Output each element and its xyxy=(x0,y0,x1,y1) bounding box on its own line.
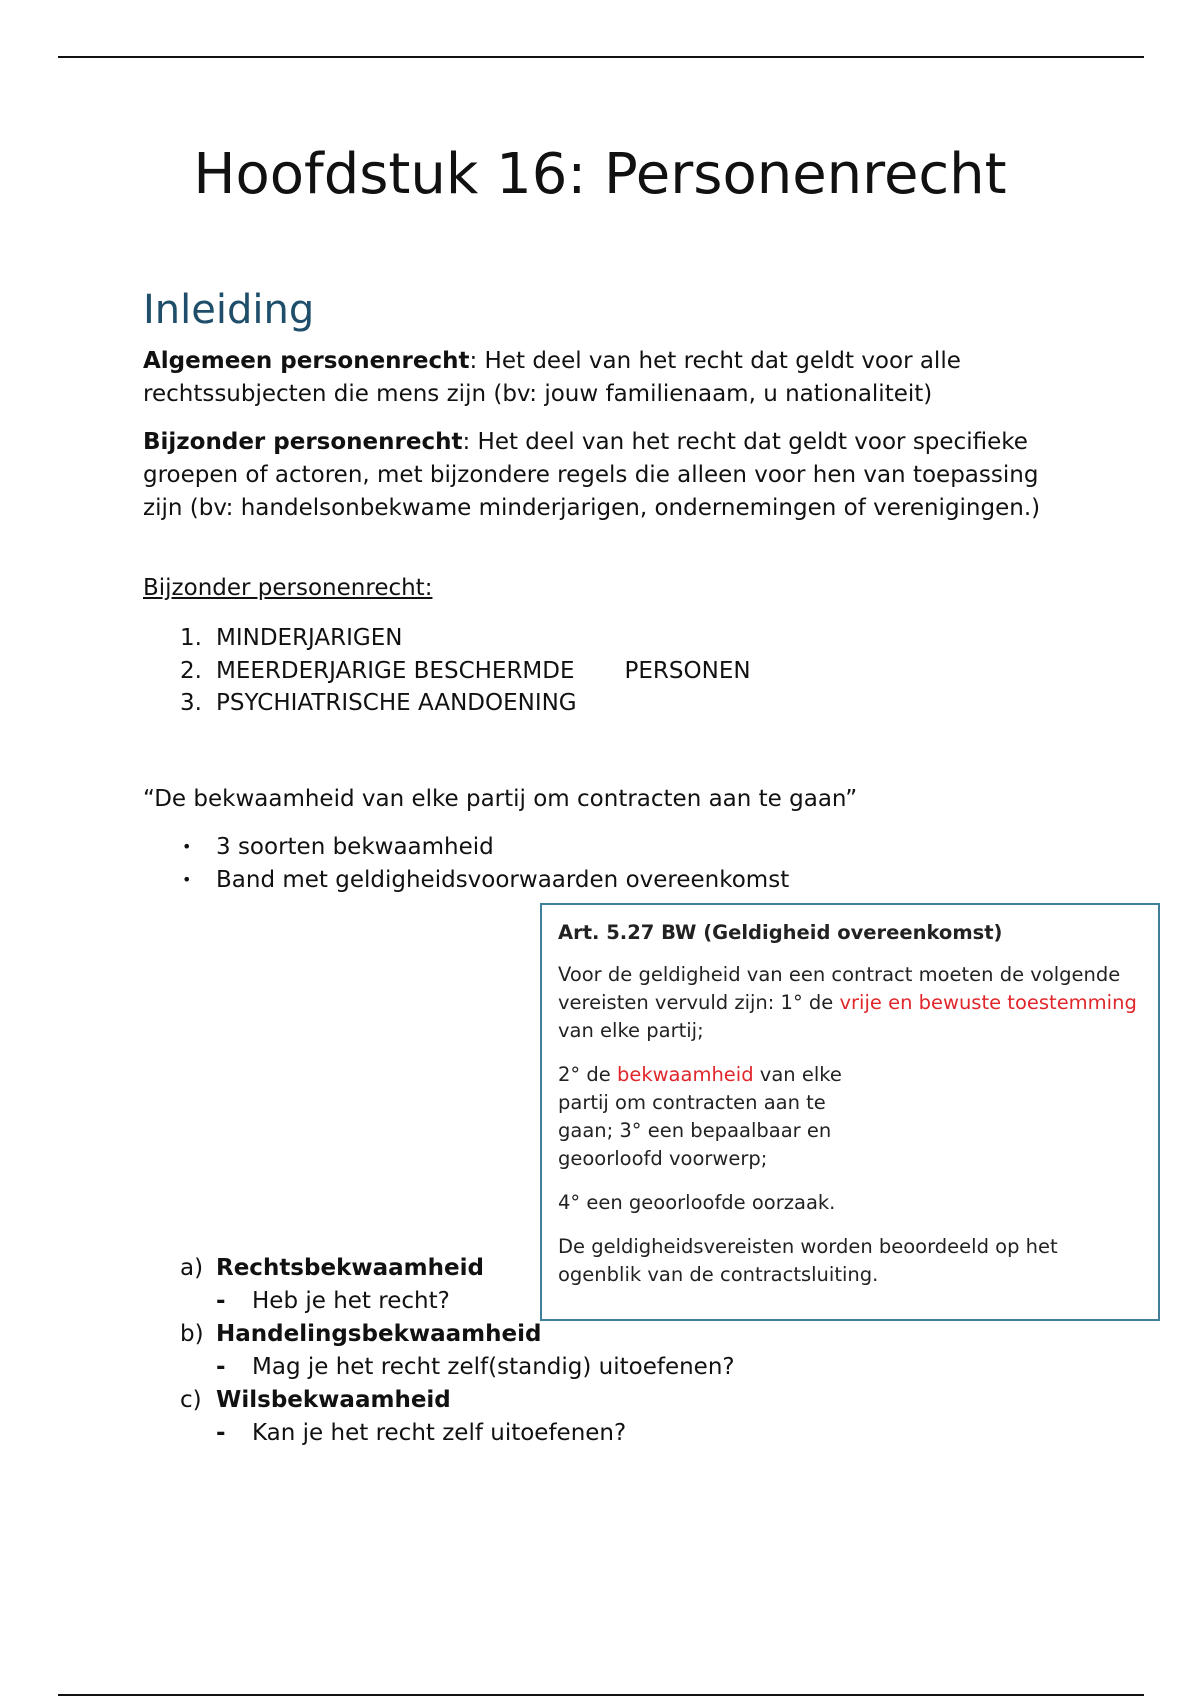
list-number: 3. xyxy=(180,690,202,716)
highlight-text: vrije en bewuste toestemming xyxy=(839,991,1137,1014)
list-item xyxy=(180,655,751,688)
article-paragraph: De geldigheidsvereisten worden beoordeeld op het ogenblik van de contractsluiting. xyxy=(558,1235,1058,1286)
capacity-list xyxy=(180,1252,735,1450)
dash-icon: - xyxy=(216,1288,226,1314)
list-heading: Bijzonder personenrecht: xyxy=(143,575,433,601)
capacity-question xyxy=(216,1351,735,1384)
question-text: Kan je het recht zelf uitoefenen? xyxy=(252,1420,627,1446)
article-text: 2° de xyxy=(558,1063,617,1086)
paragraph-algemeen xyxy=(143,345,1073,411)
question-text: Heb je het recht? xyxy=(252,1288,450,1314)
ordered-list xyxy=(180,622,751,720)
dash-icon: - xyxy=(216,1420,226,1446)
list-text: PERSONEN xyxy=(624,657,751,684)
article-text: van elke partij om contracten aan te gaan; 3° een bepaalbaar en geoorloofd voorwerp; xyxy=(558,1063,842,1170)
capacity-item xyxy=(180,1252,735,1318)
article-paragraph xyxy=(558,961,1144,1045)
list-text: PSYCHIATRISCHE AANDOENING xyxy=(216,690,577,716)
list-item xyxy=(180,687,751,720)
text-bijzonder: : Het deel van het recht dat geldt voor specifieke groepen of actoren, met bijzondere regels die alleen voor hen van toepassing zijn (bv: handelsonbekwame minderjarigen, ondernemingen of verenigingen.) xyxy=(143,429,1041,521)
bullet-icon: • xyxy=(182,869,192,889)
list-number: 1. xyxy=(180,625,202,651)
highlight-text: bekwaamheid xyxy=(616,1063,754,1086)
capacity-term: Handelingsbekwaamheid xyxy=(216,1321,542,1347)
term-algemeen: Algemeen personenrecht xyxy=(143,348,470,374)
footer-rule xyxy=(58,1694,1144,1696)
capacity-term: Wilsbekwaamheid xyxy=(216,1387,451,1413)
list-number: 2. xyxy=(180,657,202,684)
term-bijzonder: Bijzonder personenrecht xyxy=(143,429,463,455)
capacity-letter: b) xyxy=(180,1321,204,1347)
list-item xyxy=(180,622,751,655)
list-item xyxy=(180,831,789,864)
article-paragraph xyxy=(558,1061,878,1173)
bullet-icon: • xyxy=(182,837,192,856)
page-title: Hoofdstuk 16: Personenrecht xyxy=(193,142,1007,207)
capacity-item xyxy=(180,1318,735,1384)
section-heading: Inleiding xyxy=(143,287,315,333)
question-text: Mag je het recht zelf(standig) uitoefenen? xyxy=(252,1354,735,1380)
list-item xyxy=(180,864,789,897)
article-paragraph: 4° een geoorloofde oorzaak. xyxy=(558,1191,836,1214)
capacity-question xyxy=(216,1417,735,1450)
header-rule xyxy=(58,56,1144,58)
list-text: 3 soorten bekwaamheid xyxy=(216,834,494,860)
article-text: Voor de geldigheid van een contract moeten de volgende vereisten vervuld zijn: 1° de xyxy=(558,963,1121,1014)
capacity-question xyxy=(216,1285,735,1318)
capacity-letter: c) xyxy=(180,1387,202,1413)
article-text: van elke partij; xyxy=(558,1019,704,1042)
capacity-item xyxy=(180,1384,735,1450)
list-text: MEERDERJARIGE BESCHERMDE xyxy=(216,657,575,684)
list-text: MINDERJARIGEN xyxy=(216,625,403,651)
capacity-term: Rechtsbekwaamheid xyxy=(216,1255,484,1281)
bullet-list xyxy=(180,831,789,896)
text-algemeen: : Het deel van het recht dat geldt voor alle rechtssubjecten die mens zijn (bv: jouw familienaam, u nationaliteit) xyxy=(143,348,961,407)
quote: “De bekwaamheid van elke partij om contracten aan te gaan” xyxy=(143,786,858,812)
article-title: Art. 5.27 BW (Geldigheid overeenkomst) xyxy=(558,921,1003,944)
paragraph-bijzonder xyxy=(143,426,1073,525)
capacity-letter: a) xyxy=(180,1255,204,1281)
list-text: Band met geldigheidsvoorwaarden overeenkomst xyxy=(216,866,790,893)
dash-icon: - xyxy=(216,1354,226,1380)
